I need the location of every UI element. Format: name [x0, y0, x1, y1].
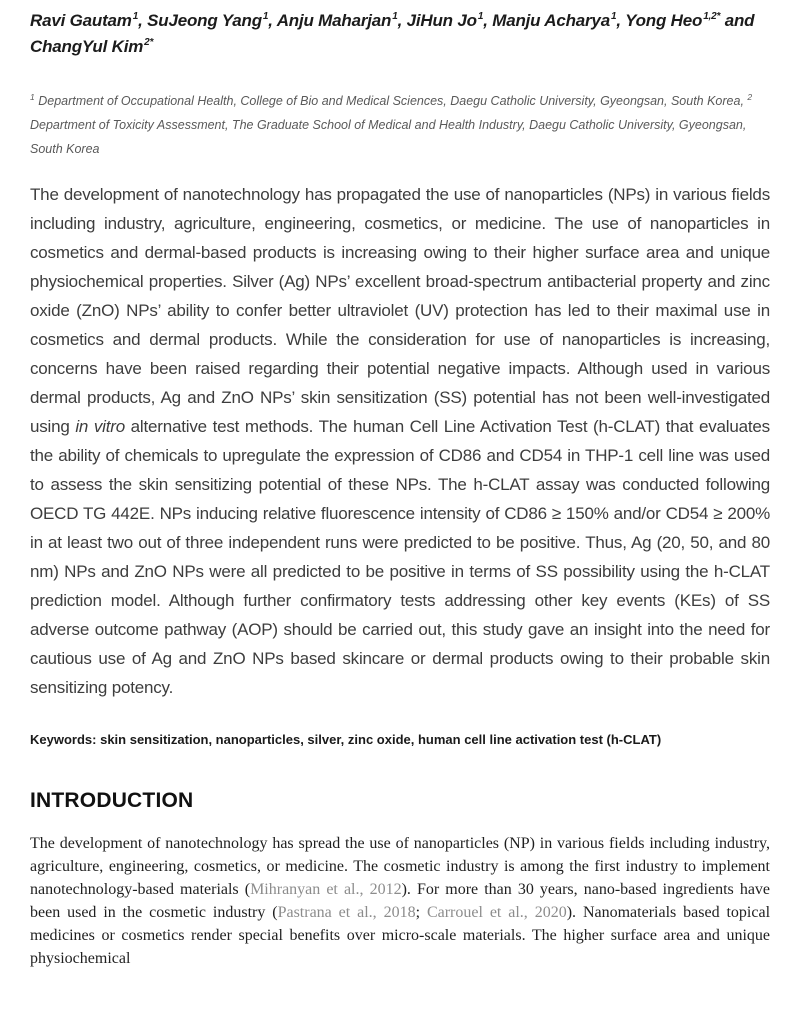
author-name: Ravi Gautam	[30, 11, 132, 30]
introduction-heading: INTRODUCTION	[30, 789, 194, 812]
author-name: Anju Maharjan	[276, 11, 392, 30]
author-separator: ,	[397, 11, 407, 30]
author-separator: ,	[483, 11, 493, 30]
introduction-text: The development of nanotechnology has spread the use of nanoparticles (NP) in various fields including industry, agriculture, engineering, cosmetics, or medicine. The cosmetic industry is among the first industry to implement nanotechnology-based materials (	[30, 835, 770, 898]
author-list	[30, 8, 770, 60]
author-name: Yong Heo	[625, 11, 703, 30]
keywords-label: Keywords:	[30, 732, 97, 747]
author-name: JiHun Jo	[406, 11, 477, 30]
affiliation-marker: 1	[30, 91, 35, 102]
affiliations	[30, 89, 770, 161]
author-affiliation-marker: 1,2*	[703, 11, 721, 23]
citation-link[interactable]: Mihranyan et al., 2012	[250, 881, 402, 898]
author-name: SuJeong Yang	[147, 11, 262, 30]
affiliation-text: Department of Toxicity Assessment, The Graduate School of Medical and Health Industry, Daegu Catholic University, Gyeongsan, South Korea	[30, 118, 747, 156]
author-affiliation-marker: 1	[262, 11, 269, 23]
introduction-text: ;	[415, 904, 427, 921]
author-affiliation-marker: 1	[392, 11, 398, 23]
author-affiliation-marker: 1	[477, 11, 484, 23]
abstract-paragraph	[30, 180, 770, 702]
affiliation-text: Department of Occupational Health, College of Bio and Medical Sciences, Daegu Catholic University, Gyeongsan, South Korea,	[38, 94, 744, 108]
author-separator: ,	[268, 11, 277, 30]
affiliation-marker: 2	[747, 91, 753, 102]
author-affiliation-marker: 1	[610, 11, 617, 23]
introduction-paragraph	[30, 832, 770, 970]
keywords-line	[30, 731, 770, 749]
author-separator: and	[720, 11, 755, 30]
author-name: Manju Acharya	[492, 11, 610, 30]
abstract-text: alternative test methods. The human Cell Line Activation Test (h-CLAT) that evaluates the ability of chemicals to upregulate the expression of CD86 and CD54 in THP-1 cell line was used to assess the skin sensitizing potential of these NPs. The h-CLAT assay was conducted following OECD TG 442E. NPs inducing relative fluorescence intensity of CD86 ≥ 150% and/or CD54 ≥ 200% in at least two out of three independent runs were predicted to be positive. Thus, Ag (20, 50, and 80 nm) NPs and ZnO NPs were all predicted to be positive in terms of SS possibility using the h-CLAT prediction model. Although further confirmatory tests addressing other key events (KEs) of SS adverse outcome pathway (AOP) should be carried out, this study gave an insight into the need for cautious use of Ag and ZnO NPs based skincare or dermal products owing to their probable skin sensitizing potency.	[30, 417, 770, 697]
citation-link[interactable]: Pastrana et al., 2018	[277, 904, 416, 921]
author-separator: ,	[616, 11, 626, 30]
author-affiliation-marker: 2*	[144, 37, 154, 49]
introduction-text: ). Nanomaterials based topical medicines or cosmetics render special benefits over micro-scale materials. The higher surface area and unique physiochemical	[30, 904, 771, 967]
author-name: ChangYul Kim	[30, 37, 144, 56]
introduction-text: ). For more than 30 years, nano-based ingredients have been used in the cosmetic industry (	[30, 881, 771, 921]
abstract-italic-term: in vitro	[75, 417, 125, 436]
author-separator: ,	[138, 11, 148, 30]
keywords-text: skin sensitization, nanoparticles, silver, zinc oxide, human cell line activation test (h-CLAT)	[100, 732, 662, 747]
author-affiliation-marker: 1	[132, 11, 139, 23]
citation-link[interactable]: Carrouel et al., 2020	[426, 904, 567, 921]
abstract-text: The development of nanotechnology has propagated the use of nanoparticles (NPs) in various fields including industry, agriculture, engineering, cosmetics, or medicine. The use of nanoparticles in cosmetics and dermal-based products is increasing owing to their higher surface area and unique physiochemical properties. Silver (Ag) NPs’ excellent broad-spectrum antibacterial property and zinc oxide (ZnO) NPs’ ability to confer better ultraviolet (UV) protection has led to their maximal use in cosmetics and dermal products. While the consideration for use of nanoparticles is increasing, concerns have been raised regarding their potential negative impacts. Although used in various dermal products, Ag and ZnO NPs’ skin sensitization (SS) potential has not been well-investigated using	[30, 185, 770, 436]
